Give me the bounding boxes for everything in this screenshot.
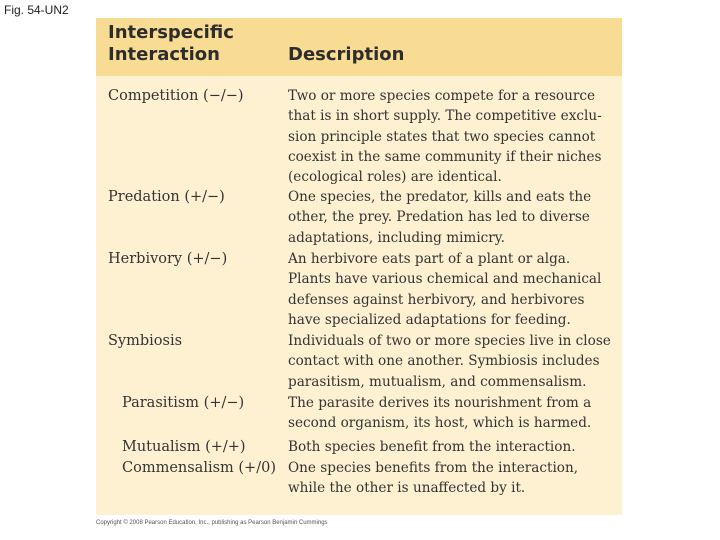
- description-herbivory: [288, 249, 622, 330]
- header-col1-line: Interspecific: [108, 22, 234, 43]
- description-line: contact with one another. Symbiosis includes: [288, 353, 600, 370]
- term-parasitism: Parasitism (+/−): [122, 395, 245, 411]
- table-header: [96, 18, 622, 76]
- description-line: Plants have various chemical and mechanical: [288, 271, 602, 288]
- interaction-table: [96, 18, 622, 515]
- description-line: adaptations, including mimicry.: [288, 229, 505, 246]
- description-line: Individuals of two or more species live in close: [288, 333, 611, 349]
- description-symbiosis: [288, 331, 622, 392]
- term-herbivory: Herbivory (+/−): [108, 251, 228, 267]
- description-predation: [288, 187, 622, 248]
- description-line: that is in short supply. The competitive exclu-: [288, 108, 602, 125]
- figure-label: Fig. 54-UN2: [4, 3, 69, 17]
- header-description: Description: [288, 44, 405, 65]
- term-mutualism: Mutualism (+/+): [122, 439, 246, 455]
- description-parasitism: [288, 393, 622, 434]
- description-line: second organism, its host, which is harmed.: [288, 415, 592, 432]
- description-competition: [288, 86, 622, 187]
- description-line: sion principle states that two species cannot: [288, 128, 596, 145]
- description-line: An herbivore eats part of a plant or alga.: [288, 251, 571, 267]
- description-line: coexist in the same community if their niches: [288, 148, 602, 165]
- description-line: One species, the predator, kills and eats the: [288, 189, 592, 205]
- description-line: One species benefits from the interaction,: [288, 460, 579, 476]
- description-line: Two or more species compete for a resource: [288, 88, 596, 104]
- description-mutualism: [288, 437, 622, 457]
- description-line: while the other is unaffected by it.: [288, 480, 526, 497]
- description-line: defenses against herbivory, and herbivores: [288, 291, 585, 308]
- term-predation: Predation (+/−): [108, 189, 225, 205]
- description-line: Both species benefit from the interaction.: [288, 439, 576, 455]
- term-symbiosis: Symbiosis: [108, 333, 183, 349]
- description-line: (ecological roles) are identical.: [288, 169, 502, 186]
- header-interspecific-interaction: [108, 22, 234, 66]
- description-line: The parasite derives its nourishment from a: [288, 395, 592, 411]
- description-commensalism: [288, 458, 622, 499]
- description-line: other, the prey. Predation has led to diverse: [288, 209, 590, 226]
- header-col1-line: Interaction: [108, 44, 220, 65]
- description-line: parasitism, mutualism, and commensalism.: [288, 373, 587, 390]
- term-commensalism: Commensalism (+/0): [122, 460, 276, 476]
- term-competition: Competition (−/−): [108, 88, 244, 104]
- description-line: have specialized adaptations for feeding.: [288, 311, 571, 328]
- copyright-notice: Copyright © 2008 Pearson Education, Inc., publishing as Pearson Benjamin Cummings: [96, 520, 328, 526]
